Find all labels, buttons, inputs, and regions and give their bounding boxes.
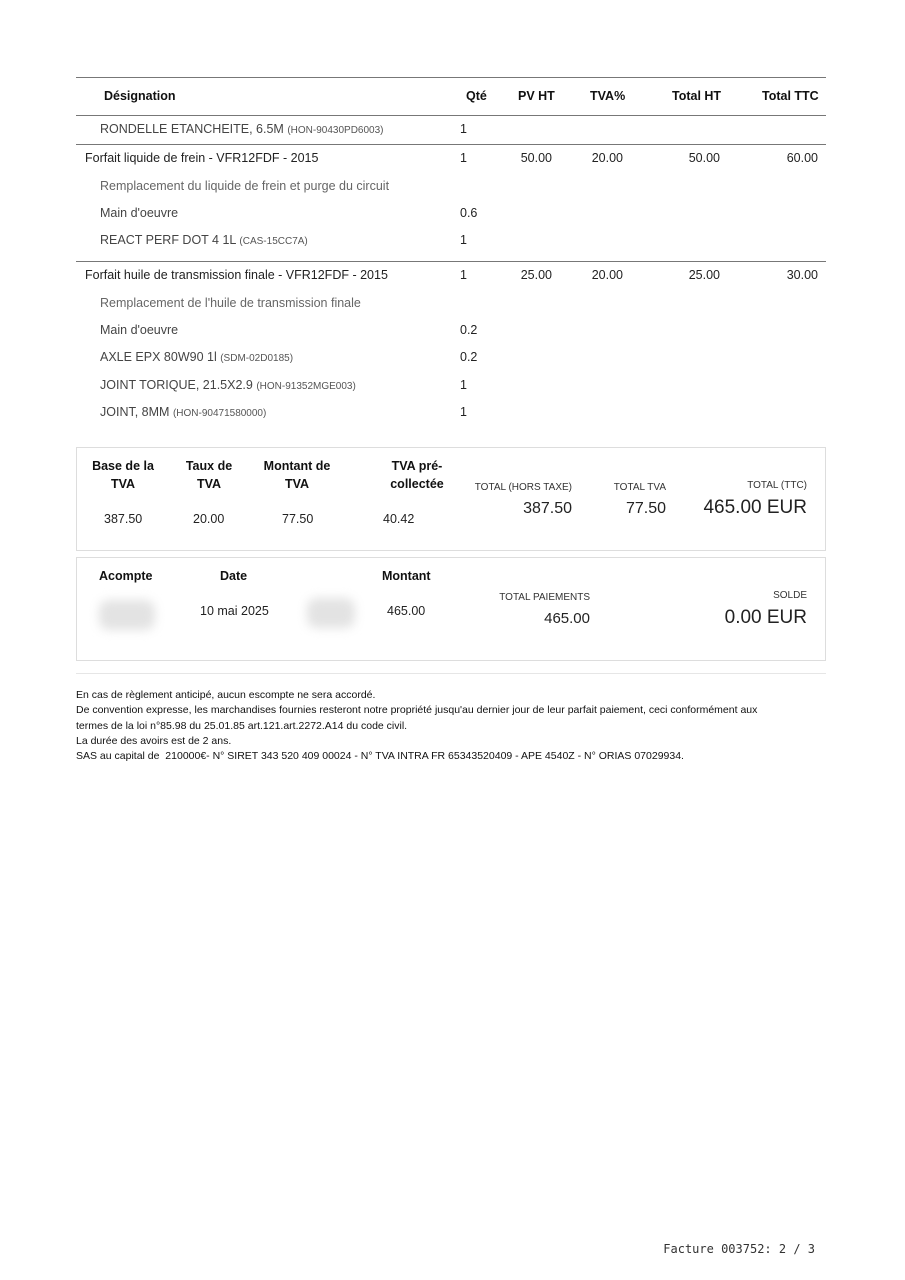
item-description: JOINT, 8MM (HON-90471580000) [100,404,267,419]
item-description: REACT PERF DOT 4 1L (CAS-15CC7A) [100,233,308,248]
item-description: Forfait huile de transmission finale - VFR12FDF - 2015 [85,268,388,283]
header-base-tva: Base de la TVA [92,459,154,491]
table-row [76,399,826,426]
item-description: Remplacement du liquide de frein et purge du circuit [100,178,390,193]
header-total-ttc: Total TTC [762,89,819,103]
total-ht-label: TOTAL (HORS TAXE) [474,482,572,493]
header-montant: Montant [382,569,431,583]
item-qte: 1 [460,404,467,419]
item-total-ht: 50.00 [688,151,720,166]
table-row [76,200,826,227]
header-designation: Désignation [104,89,176,103]
item-description: RONDELLE ETANCHEITE, 6.5M (HON-90430PD6003) [100,122,384,136]
item-total-ht: 25.00 [688,268,720,283]
note-line: La durée des avoirs est de 2 ans. [76,734,232,747]
note-line: SAS au capital de 210000€- N° SIRET 343 520 409 00024 - N° TVA INTRA FR 65343520409 - APE 4540Z - N° ORIAS 07029934. [76,750,684,763]
header-total-ht: Total HT [672,89,722,103]
item-description: Remplacement de l'huile de transmission finale [100,295,361,310]
table-row [76,116,826,143]
payment-box [76,557,826,661]
page-footer: Facture 003752: 2 / 3 [663,1242,815,1256]
total-tva-value: 77.50 [625,500,666,517]
total-ttc-label: TOTAL (TTC) [747,480,807,491]
solde-value: 0.00 EUR [724,607,807,628]
redacted-acompte [99,600,155,630]
item-pvht: 25.00 [520,268,552,283]
items-table [76,77,826,426]
item-qte: 1 [460,151,467,166]
montant-tva-value: 77.50 [282,512,314,526]
item-qte: 1 [460,122,467,136]
item-tva: 20.00 [591,268,623,283]
item-qte: 0.6 [460,205,478,220]
item-description: AXLE EPX 80W90 1l (SDM-02D0185) [100,350,294,365]
taux-tva-value: 20.00 [193,512,225,526]
table-header [76,77,826,116]
total-tva-label: TOTAL TVA [613,482,666,493]
item-description: JOINT TORIQUE, 21.5X2.9 (HON-91352MGE003) [100,377,356,392]
legal-notes [76,688,826,764]
note-line: termes de la loi n°85.98 du 25.01.85 art.121.art.2272.A14 du code civil. [76,719,408,732]
header-montant-tva: Montant de TVA [263,459,331,491]
divider [76,673,826,674]
header-date: Date [220,569,248,583]
tva-summary-box [76,447,826,551]
item-qte: 0.2 [460,323,478,338]
table-row [76,227,826,254]
header-taux-tva: Taux de TVA [185,459,233,491]
item-pvht: 50.00 [520,151,552,166]
note-line: En cas de règlement anticipé, aucun escompte ne sera accordé. [76,689,376,701]
item-tva: 20.00 [591,151,623,166]
header-pvht: PV HT [518,89,555,103]
table-row [76,344,826,371]
header-acompte: Acompte [99,569,153,583]
item-description: Main d'oeuvre [100,205,179,220]
item-total-ttc: 60.00 [786,151,818,166]
item-qte: 1 [460,233,467,248]
header-qte: Qté [466,89,487,103]
header-tva: TVA% [590,89,626,103]
note-line: De convention expresse, les marchandises fournies resteront notre propriété jusqu'au dernier jour de leur parfait paiement, ceci conformément aux [76,704,758,717]
payment-date: 10 mai 2025 [200,604,269,618]
total-paiements-value: 465.00 [544,610,590,627]
table-row [76,173,826,200]
item-description: Forfait liquide de frein - VFR12FDF - 2015 [85,151,319,166]
item-qte: 1 [460,377,467,392]
item-qte: 1 [460,268,467,283]
solde-label: SOLDE [773,590,807,601]
item-qte: 0.2 [460,350,478,365]
table-row [76,317,826,344]
table-row [76,372,826,399]
redacted-payment-method [307,598,355,628]
tva-pre-collectee-value: 40.42 [383,512,415,526]
header-tva-pre-collectee: TVA pré- collectée [390,459,444,491]
total-paiements-label: TOTAL PAIEMENTS [499,592,590,603]
payment-amount: 465.00 [387,604,426,618]
total-ht-value: 387.50 [523,500,572,517]
base-tva-value: 387.50 [104,512,143,526]
item-description: Main d'oeuvre [100,323,179,338]
table-row-main [76,144,826,172]
table-row-main [76,261,826,289]
item-total-ttc: 30.00 [786,268,818,283]
table-row [76,290,826,317]
total-ttc-value: 465.00 EUR [703,497,807,518]
